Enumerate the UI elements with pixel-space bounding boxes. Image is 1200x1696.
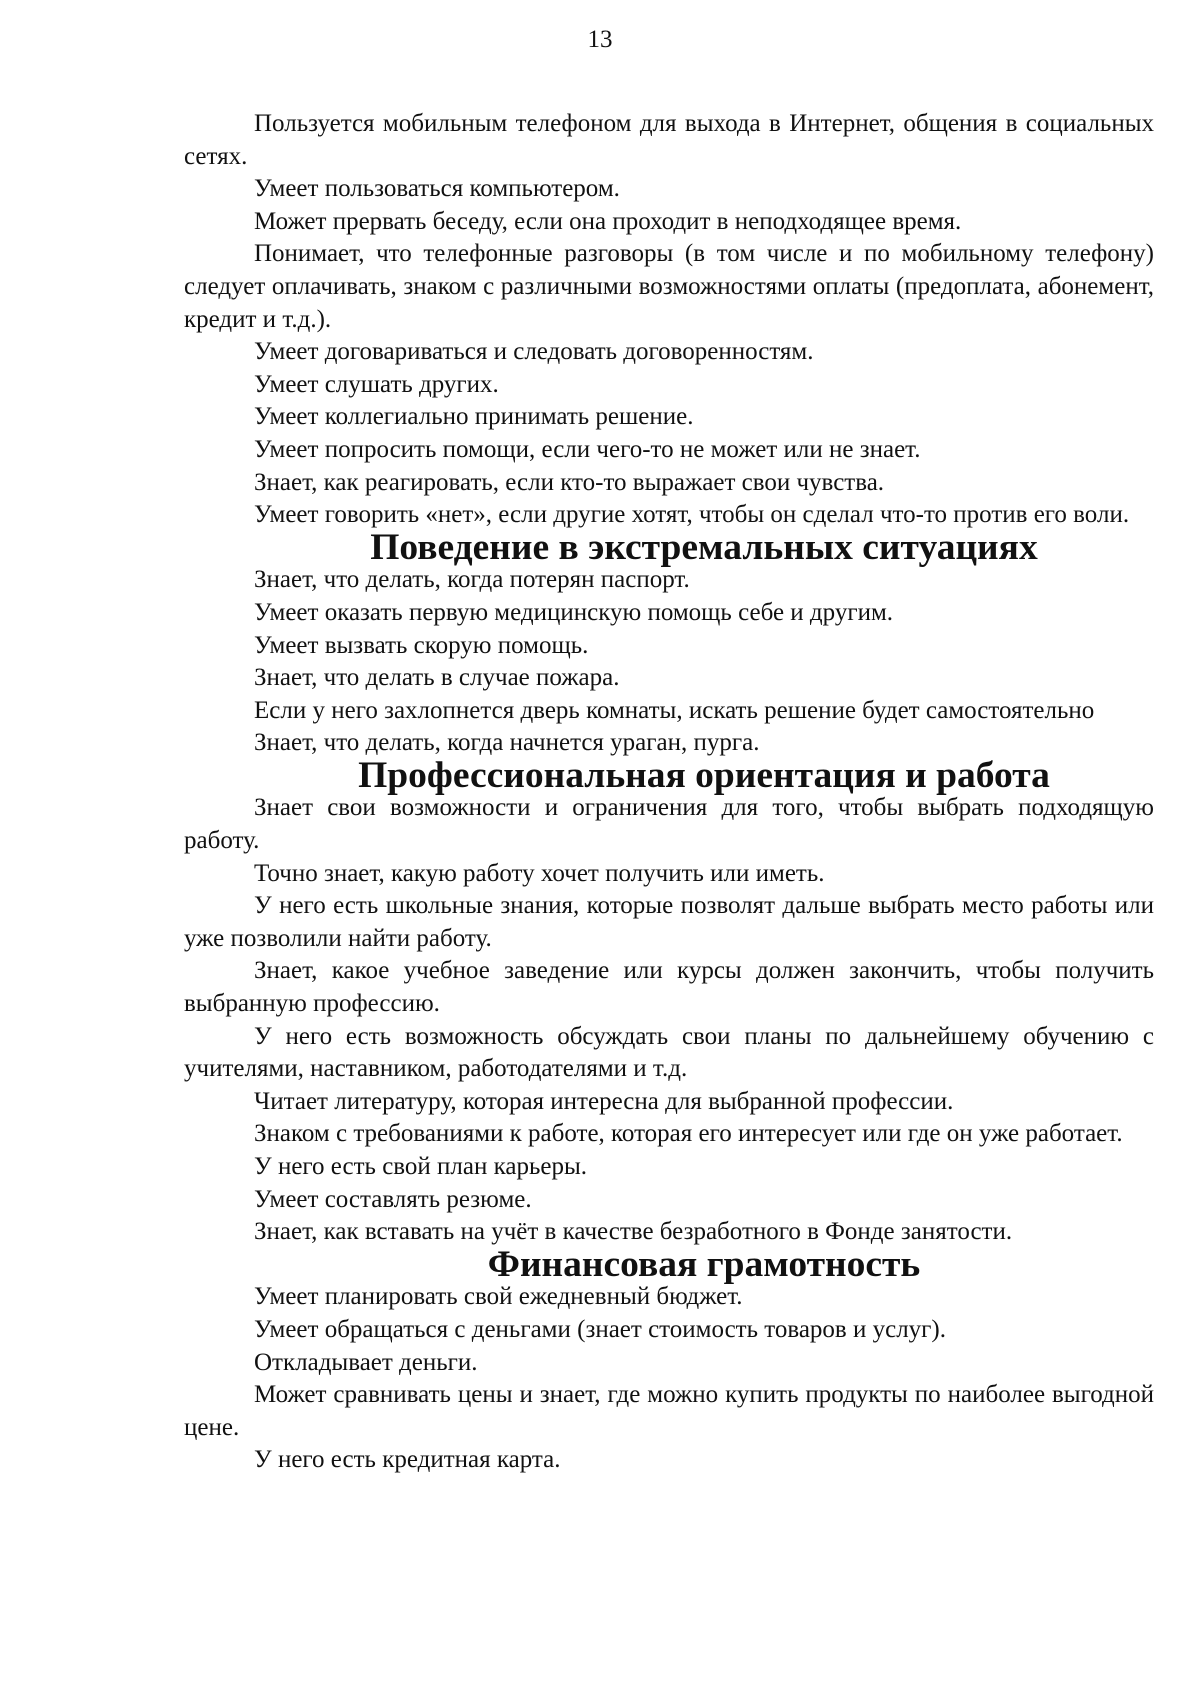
paragraph: Умеет говорить «нет», если другие хотят, чтобы он сделал что-то против его воли. [254,501,1130,529]
paragraph: Откладывает деньги. [254,1348,478,1376]
paragraph: Понимает, что телефонные разговоры (в том числе и по мобильному телефону) следует оплачивать, знаком с различными возможностями оплаты (предоплата, абонемент, кредит и т.д.). [184,240,1154,333]
paragraph: Умеет слушать других. [254,370,499,398]
page-number: 13 [587,26,613,53]
paragraph: Умеет вызвать скорую помощь. [254,631,589,659]
paragraph: Умеет договариваться и следовать договоренностям. [254,338,814,366]
paragraph: У него есть школьные знания, которые позволят дальше выбрать место работы или уже позволили найти работу. [184,892,1154,952]
paragraph: Знает свои возможности и ограничения для того, чтобы выбрать подходящую работу. [184,794,1154,855]
paragraph: Пользуется мобильным телефоном для выхода в Интернет, общения в социальных сетях. [184,110,1154,170]
paragraph: Читает литературу, которая интересна для выбранной профессии. [254,1087,954,1115]
paragraph: У него есть возможность обсуждать свои планы по дальнейшему обучению с учителями, наставником, работодателями и т.д. [184,1022,1154,1083]
paragraph: У него есть свой план карьеры. [254,1153,588,1180]
paragraph: Умеет обращаться с деньгами (знает стоимость товаров и услуг). [254,1315,947,1343]
paragraph: Умеет попросить помощи, если чего-то не может или не знает. [254,435,921,463]
paragraph: Умеет оказать первую медицинскую помощь себе и другим. [254,598,894,626]
paragraph: Умеет планировать свой ежедневный бюджет. [254,1283,743,1311]
paragraph: Знает, что делать в случае пожара. [254,664,620,692]
paragraph: Знает, какое учебное заведение или курсы должен закончить, чтобы получить выбранную профессию. [184,957,1154,1018]
paragraph: Может прервать беседу, если она проходит в неподходящее время. [254,207,962,235]
paragraph: Знает, как реагировать, если кто-то выражает свои чувства. [254,468,885,496]
paragraph: Знает, что делать, когда начнется ураган, пурга. [254,729,760,757]
paragraph: У него есть кредитная карта. [254,1446,561,1474]
paragraph: Знает, что делать, когда потерян паспорт. [254,566,690,594]
paragraph: Умеет составлять резюме. [254,1185,532,1213]
page-body [184,108,1154,1477]
paragraph: Знаком с требованиями к работе, которая его интересует или где он уже работает. [254,1120,1123,1148]
section-heading-career: Профессиональная ориентация и работа [358,754,1050,796]
paragraph: Если у него захлопнется дверь комнаты, искать решение будет самостоятельно [254,696,1095,724]
paragraph: Знает, как вставать на учёт в качестве безработного в Фонде занятости. [254,1218,1013,1246]
paragraph: Может сравнивать цены и знает, где можно купить продукты по наиболее выгодной цене. [184,1381,1154,1441]
paragraph: Точно знает, какую работу хочет получить или иметь. [254,859,825,887]
section-heading-finance: Финансовая грамотность [487,1243,921,1285]
section-heading-extreme: Поведение в экстремальных ситуациях [370,526,1038,568]
paragraph: Умеет пользоваться компьютером. [254,175,620,203]
paragraph: Умеет коллегиально принимать решение. [254,403,694,431]
